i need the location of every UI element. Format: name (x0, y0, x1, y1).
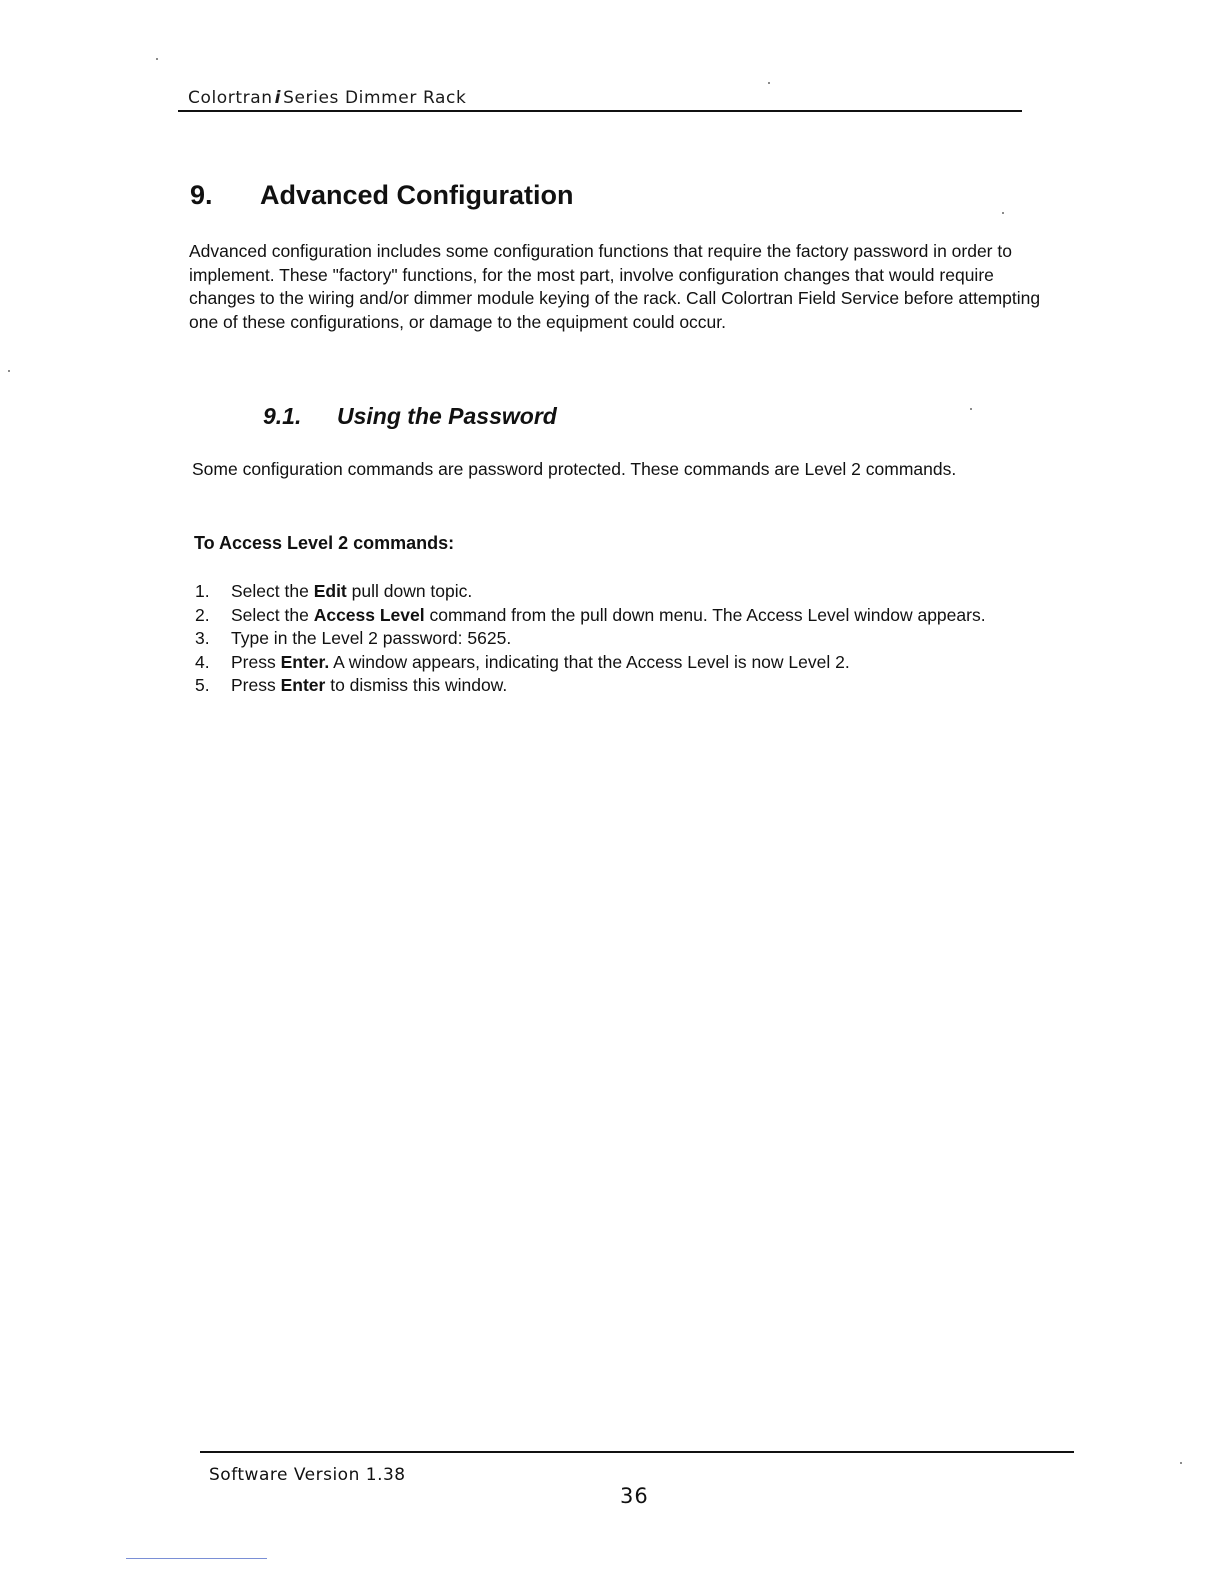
list-item: 5. Press Enter to dismiss this window. (195, 675, 508, 695)
subsection-title (263, 403, 557, 430)
footer-software-version: Software Version 1.38 (209, 1465, 406, 1485)
subsection-title-text: Using the Password (337, 403, 557, 429)
procedure-steps (195, 580, 1055, 698)
scan-speck (8, 370, 10, 372)
section-title (190, 180, 574, 211)
subsection-intro-paragraph: Some configuration commands are password protected. These commands are Level 2 commands. (192, 459, 957, 479)
section-title-text: Advanced Configuration (260, 180, 574, 210)
list-item: 3. Type in the Level 2 password: 5625. (195, 628, 512, 648)
header-rule (178, 110, 1022, 112)
running-header: Colortran i Series Dimmer Rack (188, 88, 467, 108)
scan-artifact-line (126, 1558, 267, 1559)
procedure-title: To Access Level 2 commands: (194, 533, 455, 553)
page-number: 36 (620, 1484, 649, 1508)
list-item: 1. Select the Edit pull down topic. (195, 581, 473, 601)
list-item: 4. Press Enter. A window appears, indicating that the Access Level is now Level 2. (195, 651, 850, 672)
section-intro-paragraph: Advanced configuration includes some configuration functions that require the factory password in order to implement. These "factory" functions, for the most part, involve configuration changes that would require changes to the wiring and/or dimmer module keying of the rack. Call Colortran Field Service before attempting one of these configurations, or damage to the equipment could occur. (189, 241, 1041, 332)
footer-rule (200, 1451, 1074, 1453)
scan-speck (1002, 212, 1004, 214)
scan-speck (768, 82, 770, 84)
scan-speck (970, 408, 972, 410)
subsection-number: 9.1. (263, 403, 302, 429)
section-number: 9. (190, 180, 213, 210)
scan-speck (156, 58, 158, 60)
list-item: 2. Select the Access Level command from the pull down menu. The Access Level window appears. (195, 604, 986, 625)
scan-speck (1180, 1462, 1182, 1464)
